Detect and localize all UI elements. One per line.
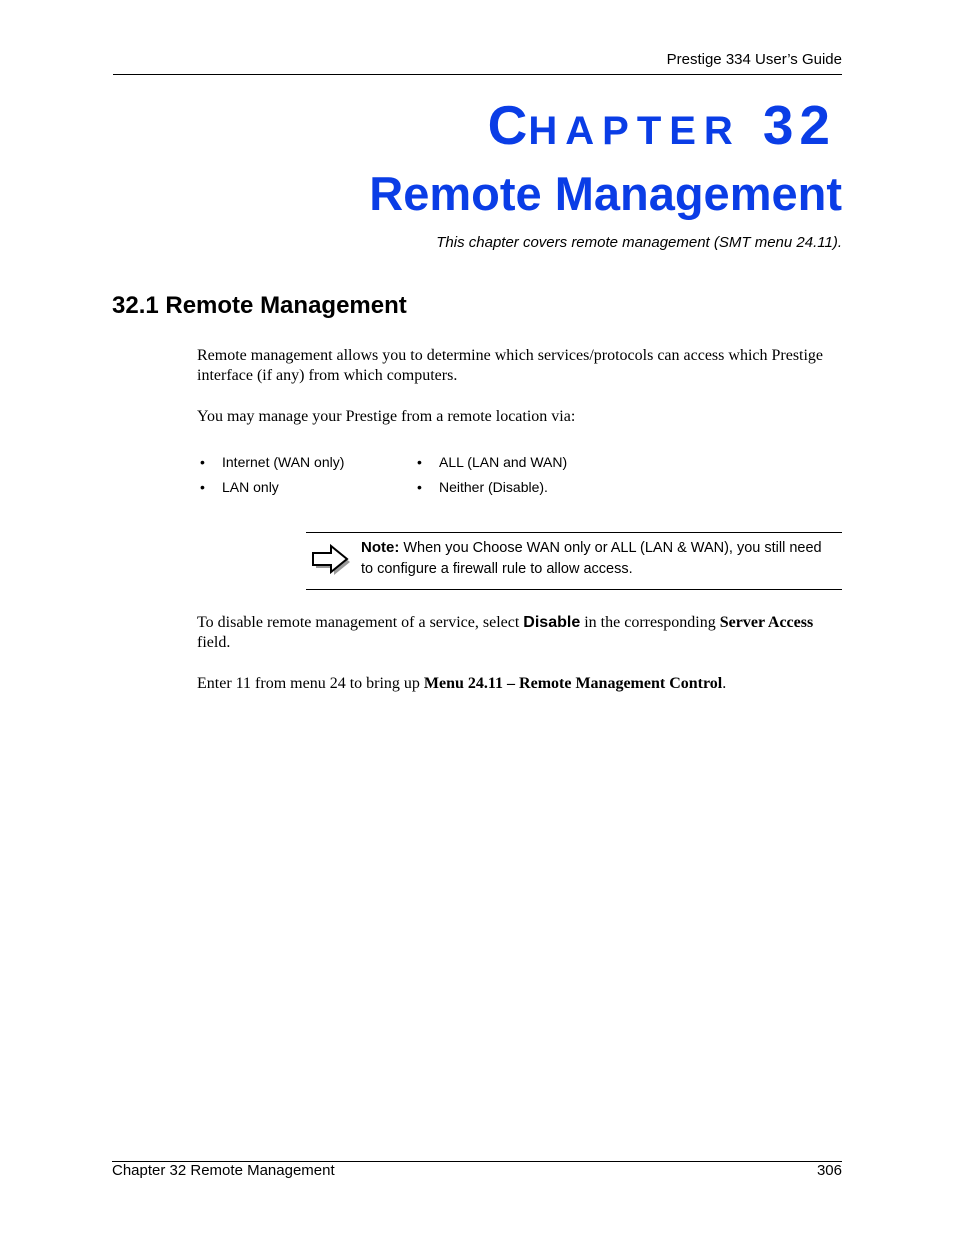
header-guide-title: Prestige 334 User’s Guide	[666, 51, 842, 68]
bullet-symbol: •	[200, 454, 205, 470]
page-number: 306	[816, 1162, 842, 1179]
bullet-symbol: •	[417, 454, 422, 470]
bullet-text: Neither (Disable).	[439, 479, 548, 495]
chapter-label	[487, 94, 836, 156]
bullet-item	[417, 454, 567, 470]
bullet-item	[200, 479, 279, 495]
header-rule	[113, 74, 842, 75]
menu-paragraph	[197, 674, 837, 694]
bullet-text: ALL (LAN and WAN)	[439, 454, 568, 470]
bullet-symbol: •	[417, 479, 422, 495]
bullet-symbol: •	[200, 479, 205, 495]
note-text	[361, 537, 836, 580]
menu-paragraph-text: .	[722, 675, 727, 692]
menu-paragraph-text: Enter 11 from menu 24 to bring up	[197, 675, 424, 692]
bullet-text: Internet (WAN only)	[222, 454, 345, 470]
disable-paragraph-text: field.	[197, 634, 231, 651]
bullet-text: LAN only	[222, 479, 279, 495]
menu-reference: Menu 24.11 – Remote Management Control	[423, 675, 723, 692]
chapter-title: Remote Management	[369, 167, 842, 220]
chapter-number: 32	[762, 94, 836, 156]
bullet-item	[417, 479, 548, 495]
bullet-item	[200, 454, 344, 470]
intro-paragraph: Remote management allows you to determine which services/protocols can access which Prestige interface (if any) from which computers.	[197, 347, 824, 384]
disable-keyword: Disable	[523, 614, 581, 631]
disable-paragraph	[197, 613, 837, 653]
disable-paragraph-text: To disable remote management of a service, select	[197, 614, 524, 631]
note-box	[306, 532, 842, 590]
right-arrow-icon	[309, 540, 353, 580]
note-label: Note:	[361, 539, 400, 556]
note-body: When you Choose WAN only or ALL (LAN & WAN), you still need to configure a firewall rule to allow access.	[361, 540, 822, 577]
chapter-label-rest: HAPTER	[528, 109, 741, 153]
section-heading: 32.1 Remote Management	[112, 292, 407, 319]
chapter-label-initial: C	[487, 94, 529, 156]
chapter-subtitle: This chapter covers remote management (SMT menu 24.11).	[436, 234, 842, 251]
remote-location-paragraph: You may manage your Prestige from a remote location via:	[197, 408, 576, 425]
server-access-keyword: Server Access	[719, 614, 814, 631]
disable-paragraph-text: in the corresponding	[580, 614, 720, 631]
footer-chapter-title: Chapter 32 Remote Management	[112, 1162, 335, 1179]
